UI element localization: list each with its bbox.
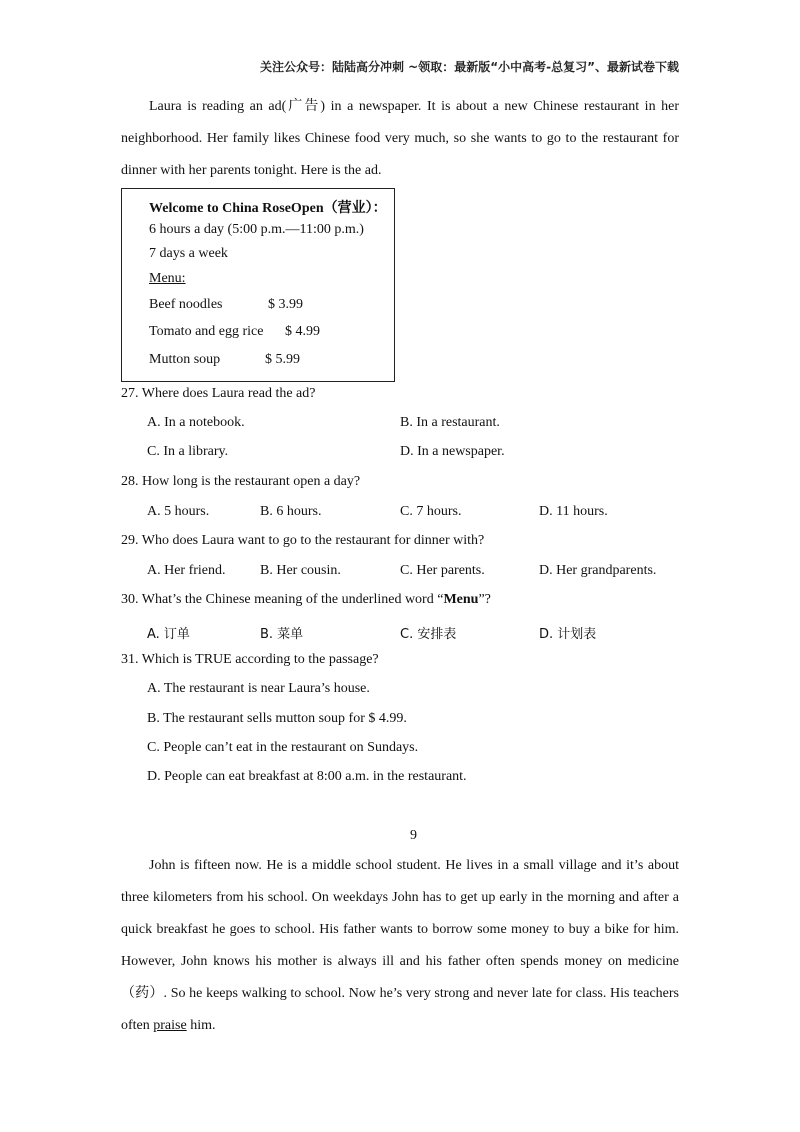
menu-item-name: Tomato and egg rice [149, 324, 264, 339]
option-29-b: B. Her cousin. [260, 563, 341, 578]
underlined-word: praise [153, 1018, 187, 1033]
option-29-d: D. Her grandparents. [539, 563, 657, 578]
option-28-d: D. 11 hours. [539, 504, 608, 519]
option-31-d: D. People can eat breakfast at 8:00 a.m. in the restaurant. [147, 769, 467, 784]
passage-2-end: him. [186, 1018, 216, 1033]
question-30-post: ”? [478, 592, 491, 607]
option-31-c: C. People can’t eat in the restaurant on Sundays. [147, 740, 419, 755]
passage-1 [121, 91, 679, 187]
question-31: 31. Which is TRUE according to the passage? [121, 652, 379, 667]
option-28-b: B. 6 hours. [260, 504, 322, 519]
page-header: 关注公众号：陆陆高分冲刺 ~领取：最新版“小中高考-总复习”、最新试卷下载 [260, 60, 679, 74]
option-30-d: D. 计划表 [539, 627, 597, 642]
option-27-d: D. In a newspaper. [400, 444, 505, 459]
ad-box [121, 188, 395, 382]
option-27-c: C. In a library. [147, 444, 229, 459]
option-27-a: A. In a notebook. [147, 415, 245, 430]
option-27-b: B. In a restaurant. [400, 415, 500, 430]
menu-item-price: $ 3.99 [268, 297, 303, 312]
question-27: 27. Where does Laura read the ad? [121, 386, 316, 401]
option-28-c: C. 7 hours. [400, 504, 462, 519]
option-31-b: B. The restaurant sells mutton soup for $ 4.99. [147, 711, 407, 726]
question-30 [121, 592, 491, 608]
passage-1-text: Laura is reading an ad(广告) in a newspaper. It is about a new Chinese restaurant in her neighborhood. Her family likes Chinese food very much, so she wants to go to the restaurant for dinner with her parents tonight. Here is the ad. [121, 99, 679, 178]
question-29: 29. Who does Laura want to go to the restaurant for dinner with? [121, 533, 485, 548]
passage-2 [121, 850, 679, 1042]
option-29-c: C. Her parents. [400, 563, 485, 578]
ad-hours: 6 hours a day (5:00 p.m.—11:00 p.m.) [149, 222, 364, 237]
option-30-c: C. 安排表 [400, 627, 457, 642]
ad-title: Welcome to China RoseOpen（营业）： [149, 201, 387, 216]
menu-item-name: Beef noodles [149, 297, 223, 312]
menu-item-price: $ 5.99 [265, 352, 300, 367]
passage-2-text: John is fifteen now. He is a middle school student. He lives in a small village and it’s about three kilometers from his school. On weekdays John has to get up early in the morning and after a quick breakfast he goes to school. His father wants to borrow some money to buy a bike for him. However, John knows his mother is always ill and his father often spends money on medicine （药）. So he keeps walking to school. Now he’s very strong and never late for class. His teachers often [121, 858, 679, 1033]
menu-item-price: $ 4.99 [285, 324, 320, 339]
question-30-pre: 30. What’s the Chinese meaning of the underlined word “ [121, 592, 444, 607]
ad-menu-label: Menu: [149, 271, 186, 286]
question-30-word: Menu [443, 592, 479, 607]
option-31-a: A. The restaurant is near Laura’s house. [147, 681, 370, 696]
ad-days: 7 days a week [149, 246, 228, 261]
option-30-a: A. 订单 [147, 627, 190, 642]
option-28-a: A. 5 hours. [147, 504, 210, 519]
option-29-a: A. Her friend. [147, 563, 226, 578]
option-30-b: B. 菜单 [260, 627, 304, 642]
menu-item-name: Mutton soup [149, 352, 221, 367]
question-28: 28. How long is the restaurant open a day? [121, 474, 361, 489]
section-number: 9 [410, 828, 417, 843]
